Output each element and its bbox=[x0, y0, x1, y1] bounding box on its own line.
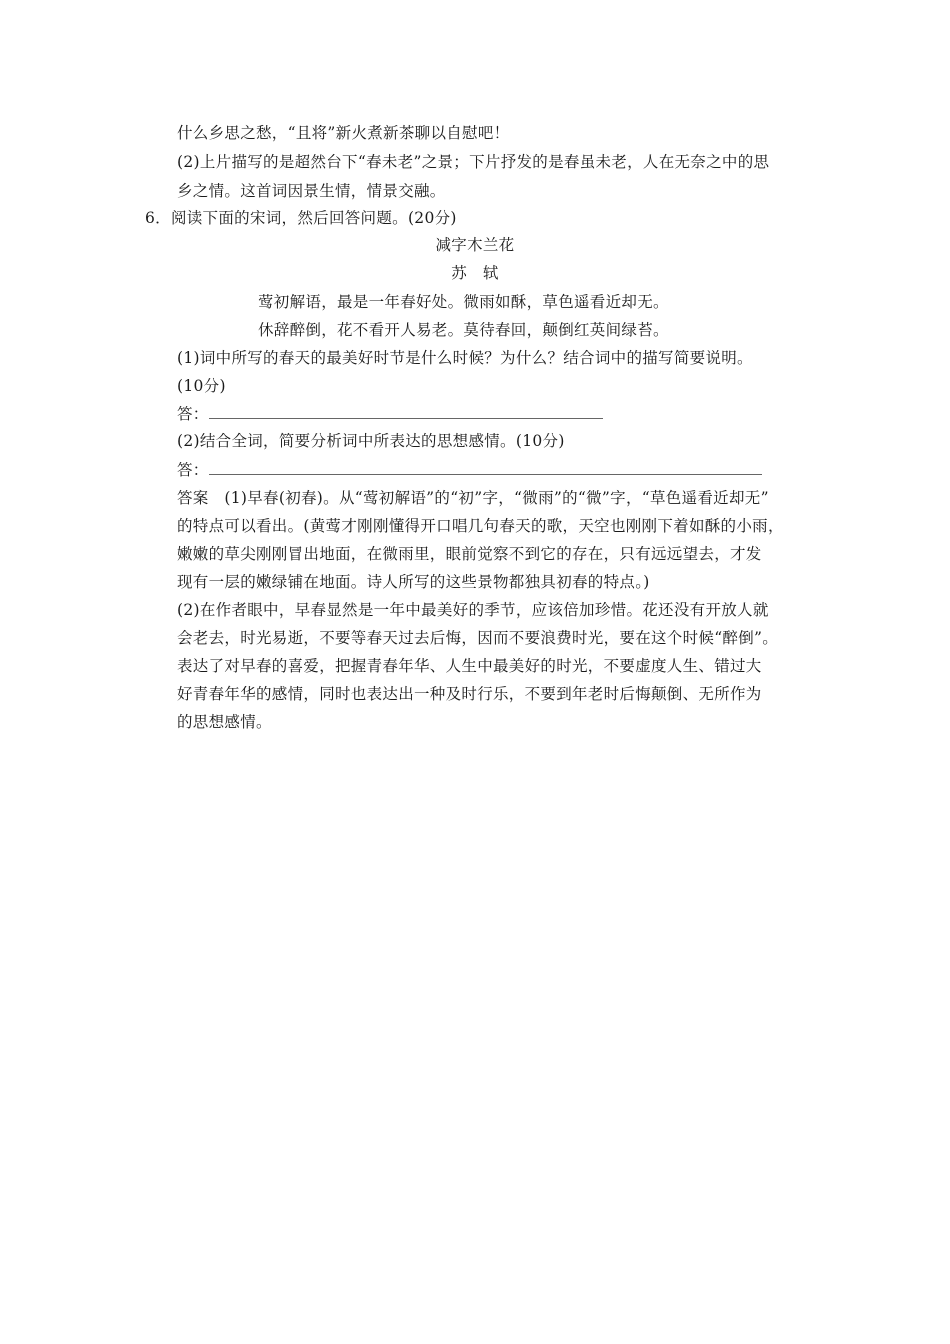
answer-blank-1[interactable] bbox=[209, 404, 603, 419]
prev-answer-line-2: (2)上片描写的是超然台下“春未老”之景；下片抒发的是春虽未老，人在无奈之中的思 bbox=[177, 153, 770, 171]
answer-line-1 bbox=[177, 404, 603, 424]
answer-key-1-line-4: 现有一层的嫩绿铺在地面。诗人所写的这些景物都独具初春的特点。) bbox=[177, 573, 650, 591]
prev-answer-line-1: 什么乡思之愁，“且将”新火煮新茶聊以自慰吧！ bbox=[177, 124, 510, 142]
answer-label-1: 答： bbox=[177, 405, 209, 423]
answer-key-2-line-1: (2)在作者眼中，早春显然是一年中最美好的季节，应该倍加珍惜。花还没有开放人就 bbox=[177, 601, 769, 619]
answer-key-1-line-3: 嫩嫩的草尖刚刚冒出地面，在微雨里，眼前觉察不到它的存在，只有远远望去，才发 bbox=[177, 545, 762, 563]
answer-key-1-line-1: 答案 (1)早春(初春)。从“莺初解语”的“初”字，“微雨”的“微”字，“草色遥看近却无” bbox=[177, 489, 769, 507]
answer-key-2-line-4: 好青春年华的感情，同时也表达出一种及时行乐，不要到年老时后悔颠倒、无所作为 bbox=[177, 685, 762, 703]
answer-key-2-line-3: 表达了对早春的喜爱，把握青春年华、人生中最美好的时光，不要虚度人生、错过大 bbox=[177, 657, 762, 675]
sub-question-1-line-2: (10分) bbox=[177, 377, 226, 395]
poem-line-2: 休辞醉倒，花不看开人易老。莫待春回，颠倒红英间绿苔。 bbox=[258, 321, 669, 339]
poem-author: 苏 轼 bbox=[451, 264, 499, 282]
answer-blank-2[interactable] bbox=[209, 460, 762, 475]
answer-key-2-line-2: 会老去，时光易逝，不要等春天过去后悔，因而不要浪费时光，要在这个时候“醉倒”。 bbox=[177, 629, 779, 647]
poem-line-1: 莺初解语，最是一年春好处。微雨如酥，草色遥看近却无。 bbox=[258, 293, 669, 311]
answer-key-2-line-5: 的思想感情。 bbox=[177, 713, 272, 731]
prev-answer-line-3: 乡之情。这首词因景生情，情景交融。 bbox=[177, 182, 446, 200]
answer-key-1-line-2: 的特点可以看出。(黄莺才刚刚懂得开口唱几句春天的歌，天空也刚刚下着如酥的小雨， bbox=[177, 517, 784, 535]
sub-question-2: (2)结合全词，简要分析词中所表达的思想感情。(10分) bbox=[177, 432, 565, 450]
poem-title: 减字木兰花 bbox=[435, 236, 515, 254]
question-6-header: 6．阅读下面的宋词，然后回答问题。(20分) bbox=[145, 209, 457, 227]
sub-question-1-line-1: (1)词中所写的春天的最美好时节是什么时候？为什么？结合词中的描写简要说明。 bbox=[177, 349, 753, 367]
answer-label-2: 答： bbox=[177, 461, 209, 479]
answer-line-2 bbox=[177, 460, 762, 480]
